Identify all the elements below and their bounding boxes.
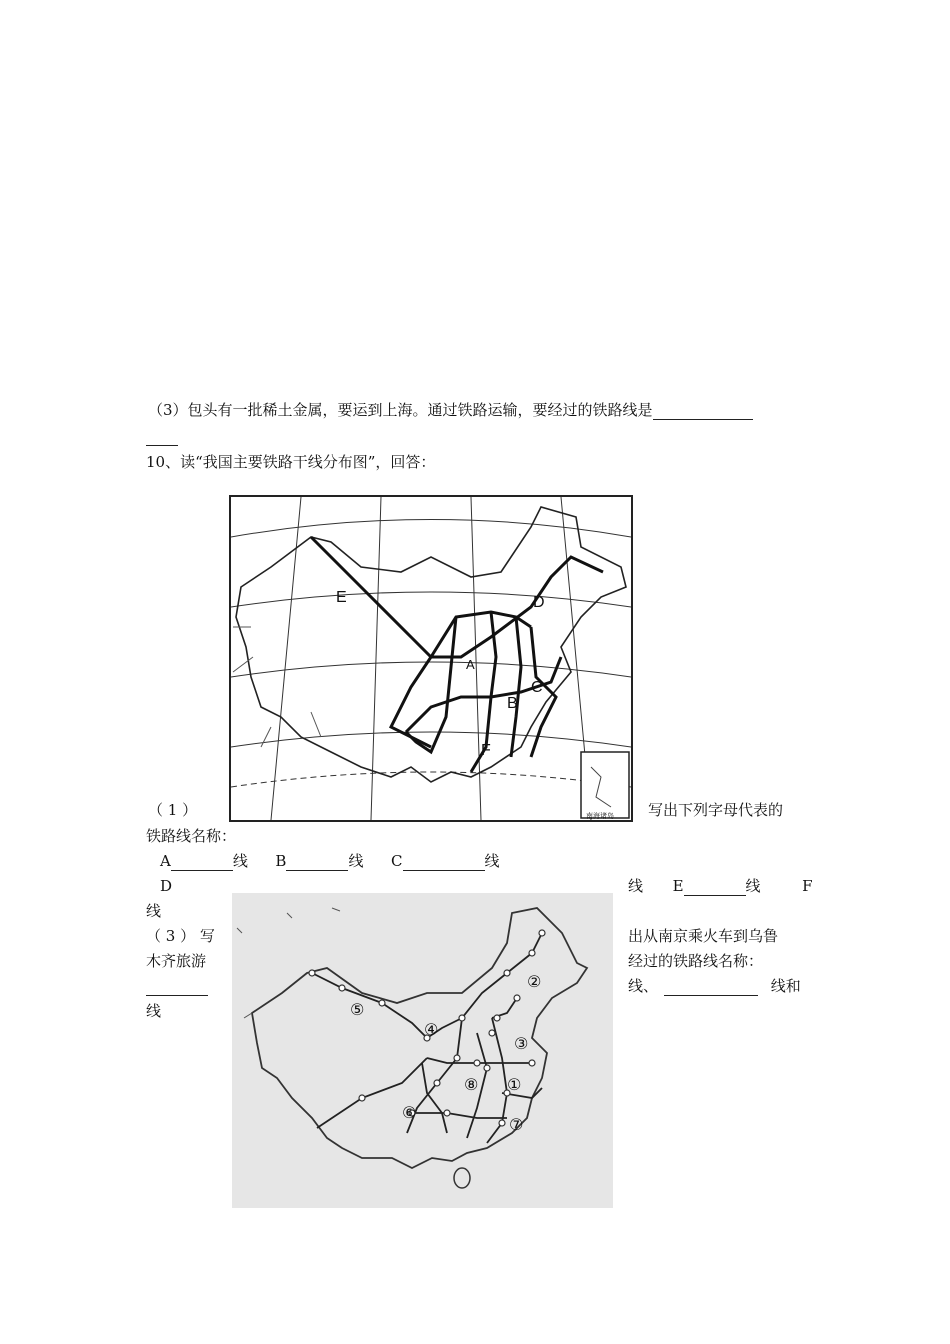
- xian-d: 线: [628, 877, 644, 895]
- q9-answer-blank[interactable]: [653, 403, 753, 420]
- xian-f: 线: [146, 902, 162, 920]
- answer-e-blank[interactable]: [684, 879, 746, 896]
- answer-route-2-blank[interactable]: [664, 979, 758, 996]
- q10-part3-prompt-left-2: 木齐旅游: [146, 952, 207, 970]
- map2-label-5: ⑤: [350, 1000, 365, 1019]
- answer-a-blank[interactable]: [171, 854, 233, 871]
- q10-part1-prompt-2: 铁路线名称：: [146, 827, 237, 845]
- map1-label-b: B: [507, 695, 518, 712]
- railway-map-2: [232, 893, 613, 1208]
- q10-part3-answer-row: [628, 976, 801, 996]
- xian-c: 线: [484, 852, 500, 870]
- label-b: B: [275, 852, 287, 870]
- q10-part1-row-def: [628, 876, 813, 896]
- map2-label-6: ⑥: [402, 1103, 417, 1122]
- map1-label-a: A: [466, 657, 475, 672]
- map1-label-c: C: [531, 679, 543, 696]
- q9-answer-blank-tail[interactable]: [146, 429, 178, 446]
- answer-route-1-blank[interactable]: [146, 979, 208, 996]
- map2-label-2: ②: [527, 972, 542, 991]
- railway-map-1: [229, 495, 633, 822]
- xian-dun: 线、: [628, 977, 659, 995]
- railway-map-1-svg: [231, 497, 631, 820]
- q10-part3-answer-1[interactable]: [146, 976, 208, 996]
- answer-b-blank[interactable]: [286, 854, 348, 871]
- map2-label-4: ④: [424, 1020, 439, 1039]
- q9-part3-text: [148, 400, 753, 420]
- xian-end: 线: [146, 1002, 162, 1020]
- map1-inset-label: 南海诸岛: [586, 813, 614, 820]
- railway-map-2-svg: [232, 893, 613, 1208]
- map1-label-e: E: [336, 589, 347, 606]
- q10-part1-prompt: 写出下列字母代表的: [648, 801, 784, 819]
- label-a: A: [160, 852, 171, 870]
- label-c: C: [391, 852, 403, 870]
- map2-label-8: ⑧: [464, 1075, 479, 1094]
- answer-c-blank[interactable]: [403, 854, 485, 871]
- label-f: F: [802, 877, 813, 895]
- xian-e: 线: [745, 877, 761, 895]
- xian-b: 线: [348, 852, 364, 870]
- map2-label-1: ①: [507, 1075, 522, 1094]
- map2-label-3: ③: [514, 1034, 529, 1053]
- xian-a: 线: [232, 852, 248, 870]
- label-e: E: [672, 877, 684, 895]
- map1-label-d: D: [533, 594, 545, 611]
- xian-he: 线和: [770, 977, 801, 995]
- q10-part3-prompt-right: 出从南京乘火车到乌鲁: [628, 927, 779, 945]
- q10-part1-row-abc: [160, 851, 500, 871]
- label-d: D: [160, 877, 173, 895]
- q10-part1-num: （ 1 ）: [148, 801, 198, 819]
- q9-answer-blank-continued[interactable]: [146, 426, 178, 446]
- q9-part3-prompt: （3）包头有一批稀土金属，要运到上海。通过铁路运输，要经过的铁路线是: [148, 401, 653, 419]
- q10-title: 10、读“我国主要铁路干线分布图”，回答：: [146, 453, 436, 471]
- map1-label-f: F: [481, 742, 491, 759]
- map2-label-7: ⑦: [509, 1115, 524, 1134]
- q10-part3-prompt-right-2: 经过的铁路线名称：: [628, 952, 764, 970]
- q10-part3-num: （ 3 ） 写: [146, 927, 215, 945]
